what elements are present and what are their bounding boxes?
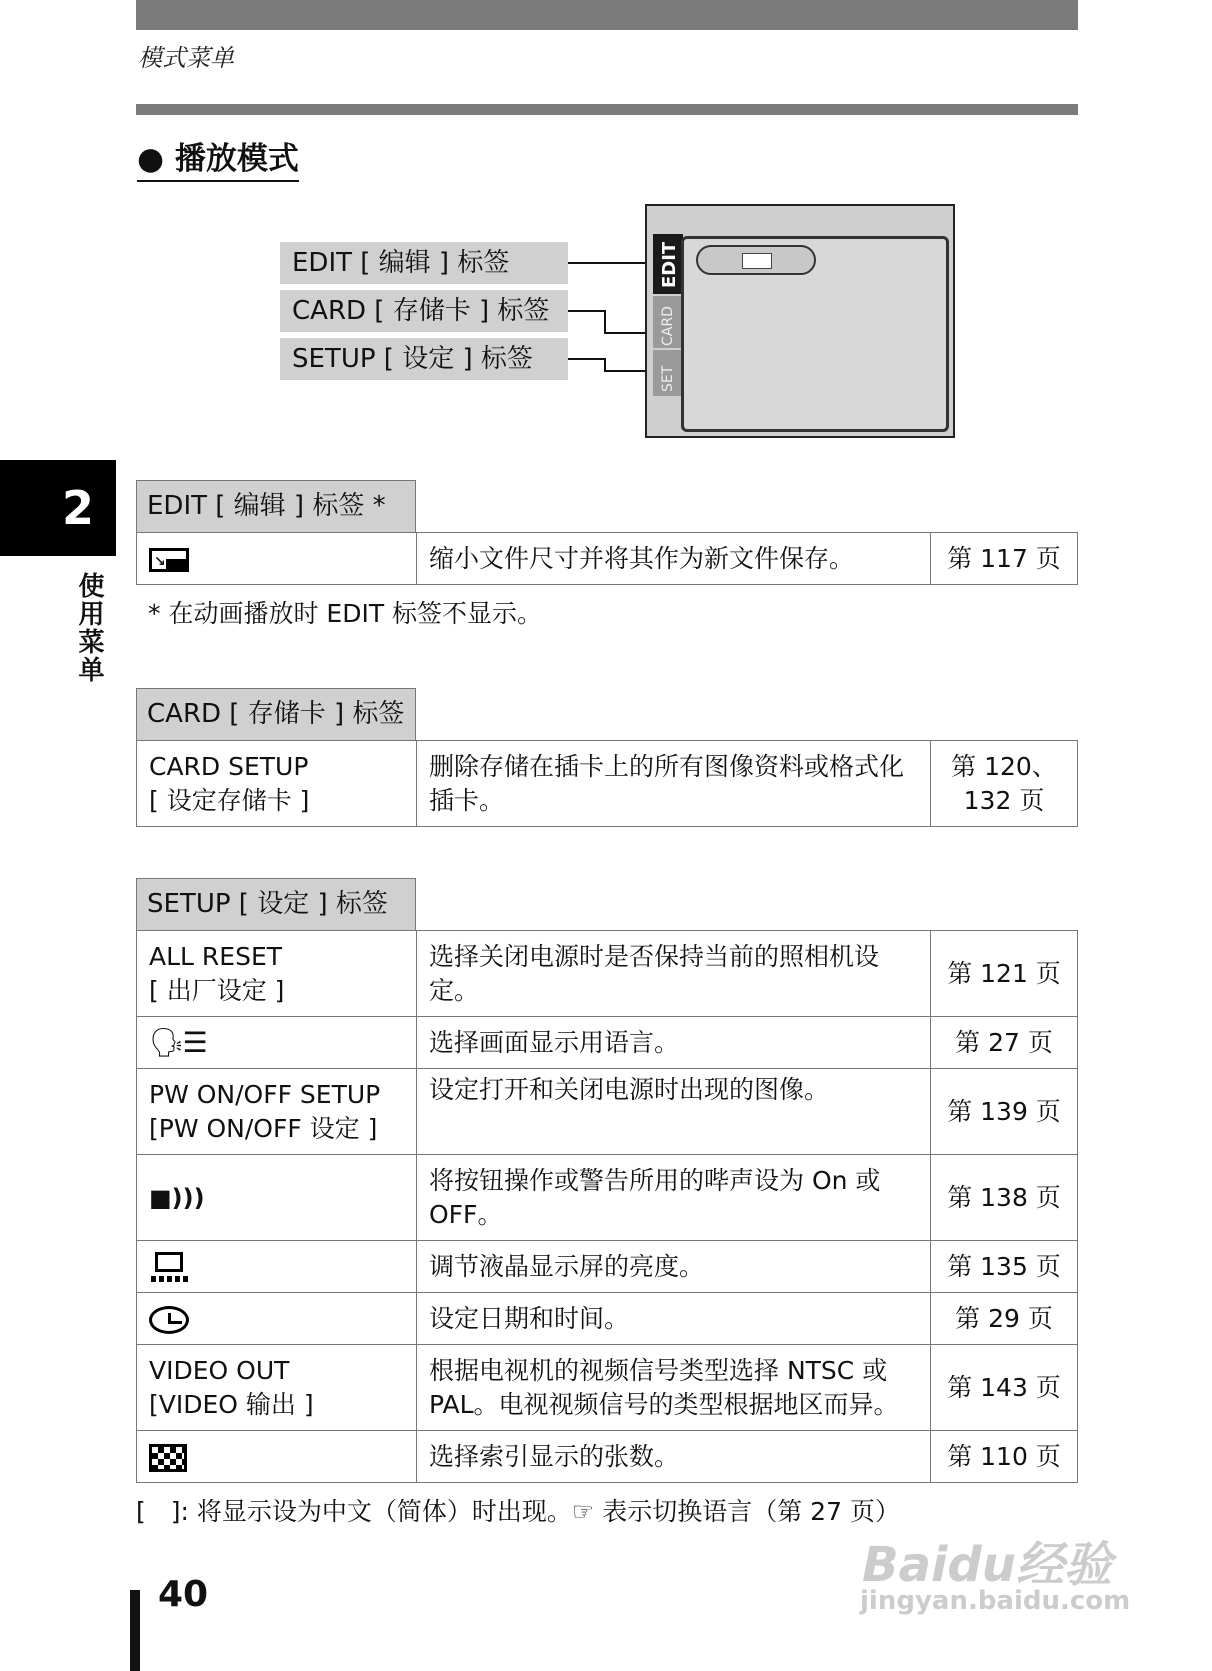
page-cell: 第 135 页 [931,1241,1078,1293]
item-cell [137,1155,417,1241]
edit-footnote: * 在动画播放时 EDIT 标签不显示。 [148,599,543,628]
item-cell [137,1345,417,1431]
language-icon: 🗣☰ [149,1026,206,1059]
item-label-cn: [ 设定存储卡 ] [149,785,310,815]
screen-menu-area [681,236,949,432]
running-head: 模式菜单 [138,44,234,72]
page-cell: 第 117 页 [931,533,1078,585]
description-cell: 选择索引显示的张数。 [417,1431,931,1483]
table-row [137,533,1078,585]
item-label: ALL RESET [149,941,283,971]
resize-icon [149,548,189,572]
description-cell: 将按钮操作或警告所用的哔声设为 On 或 OFF。 [417,1155,931,1241]
item-label: CARD SETUP [149,751,309,781]
description-cell: 选择关闭电源时是否保持当前的照相机设定。 [417,931,931,1017]
page-cell: 第 143 页 [931,1345,1078,1431]
screen-selected-item [696,245,816,275]
item-cell [137,533,417,585]
table-row [137,1293,1078,1345]
page-cell: 第 139 页 [931,1069,1078,1155]
page-cell: 第 110 页 [931,1431,1078,1483]
setup-tab-label: SETUP [ 设定 ] 标签 [280,338,568,380]
item-label-cn: [VIDEO 输出 ] [149,1389,314,1419]
clock-icon [149,1306,189,1334]
item-cell [137,1069,417,1155]
chapter-title: 使用菜单 [74,572,104,684]
description-cell: 缩小文件尺寸并将其作为新文件保存。 [417,533,931,585]
table-row [137,1069,1078,1155]
item-label-cn: [ 出厂设定 ] [149,975,285,1005]
table-row [137,1017,1078,1069]
item-cell [137,1017,417,1069]
page-number: 40 [158,1574,209,1615]
description-cell: 设定打开和关闭电源时出现的图像。 [417,1069,931,1155]
setup-table-header: SETUP [ 设定 ] 标签 [136,878,416,931]
card-table [136,740,1078,827]
description-cell: 根据电视机的视频信号类型选择 NTSC 或 PAL。电视视频信号的类型根据地区而异。 [417,1345,931,1431]
item-label: PW ON/OFF SETUP [149,1079,381,1109]
resize-icon [742,253,772,269]
description-cell: 调节液晶显示屏的亮度。 [417,1241,931,1293]
index-icon [149,1444,187,1472]
table-row [137,741,1078,827]
section-title: ● 播放模式 [137,140,299,182]
page-cell: 第 29 页 [931,1293,1078,1345]
page-cell: 第 121 页 [931,931,1078,1017]
page-number-bar [130,1590,140,1671]
bottom-note: [ ]: 将显示设为中文（简体）时出现。☞ 表示切换语言（第 27 页） [136,1497,900,1526]
table-row [137,1155,1078,1241]
table-row [137,1431,1078,1483]
item-cell [137,1293,417,1345]
screen-card-tab: CARD [653,296,683,348]
card-tab-label: CARD [ 存储卡 ] 标签 [280,290,568,332]
card-table-header: CARD [ 存储卡 ] 标签 [136,688,416,741]
watermark-url: jingyan.baidu.com [860,1586,1131,1616]
lcd-brightness-icon [149,1252,193,1284]
description-cell: 设定日期和时间。 [417,1293,931,1345]
camera-screen [645,204,955,438]
edit-table [136,532,1078,585]
table-row [137,1345,1078,1431]
item-label-cn: [PW ON/OFF 设定 ] [149,1113,378,1143]
leader-lines [0,0,1212,500]
table-row [137,931,1078,1017]
item-cell [137,1431,417,1483]
page-cell: 第 138 页 [931,1155,1078,1241]
table-row [137,1241,1078,1293]
chapter-number: 2 [0,460,116,556]
screen-edit-tab: EDIT [653,234,683,294]
description-cell: 删除存储在插卡上的所有图像资料或格式化插卡。 [417,741,931,827]
setup-table [136,930,1078,1483]
edit-tab-label: EDIT [ 编辑 ] 标签 [280,242,568,284]
item-cell [137,931,417,1017]
edit-table-header: EDIT [ 编辑 ] 标签 * [136,480,416,533]
item-label: VIDEO OUT [149,1355,290,1385]
screen-set-tab: SET [653,350,683,396]
item-cell [137,1241,417,1293]
page-cell: 第 120、132 页 [931,741,1078,827]
watermark-logo: Baidu经验 [862,1537,1112,1593]
item-cell [137,741,417,827]
beep-icon: ■))) [149,1184,205,1212]
page-cell: 第 27 页 [931,1017,1078,1069]
description-cell: 选择画面显示用语言。 [417,1017,931,1069]
